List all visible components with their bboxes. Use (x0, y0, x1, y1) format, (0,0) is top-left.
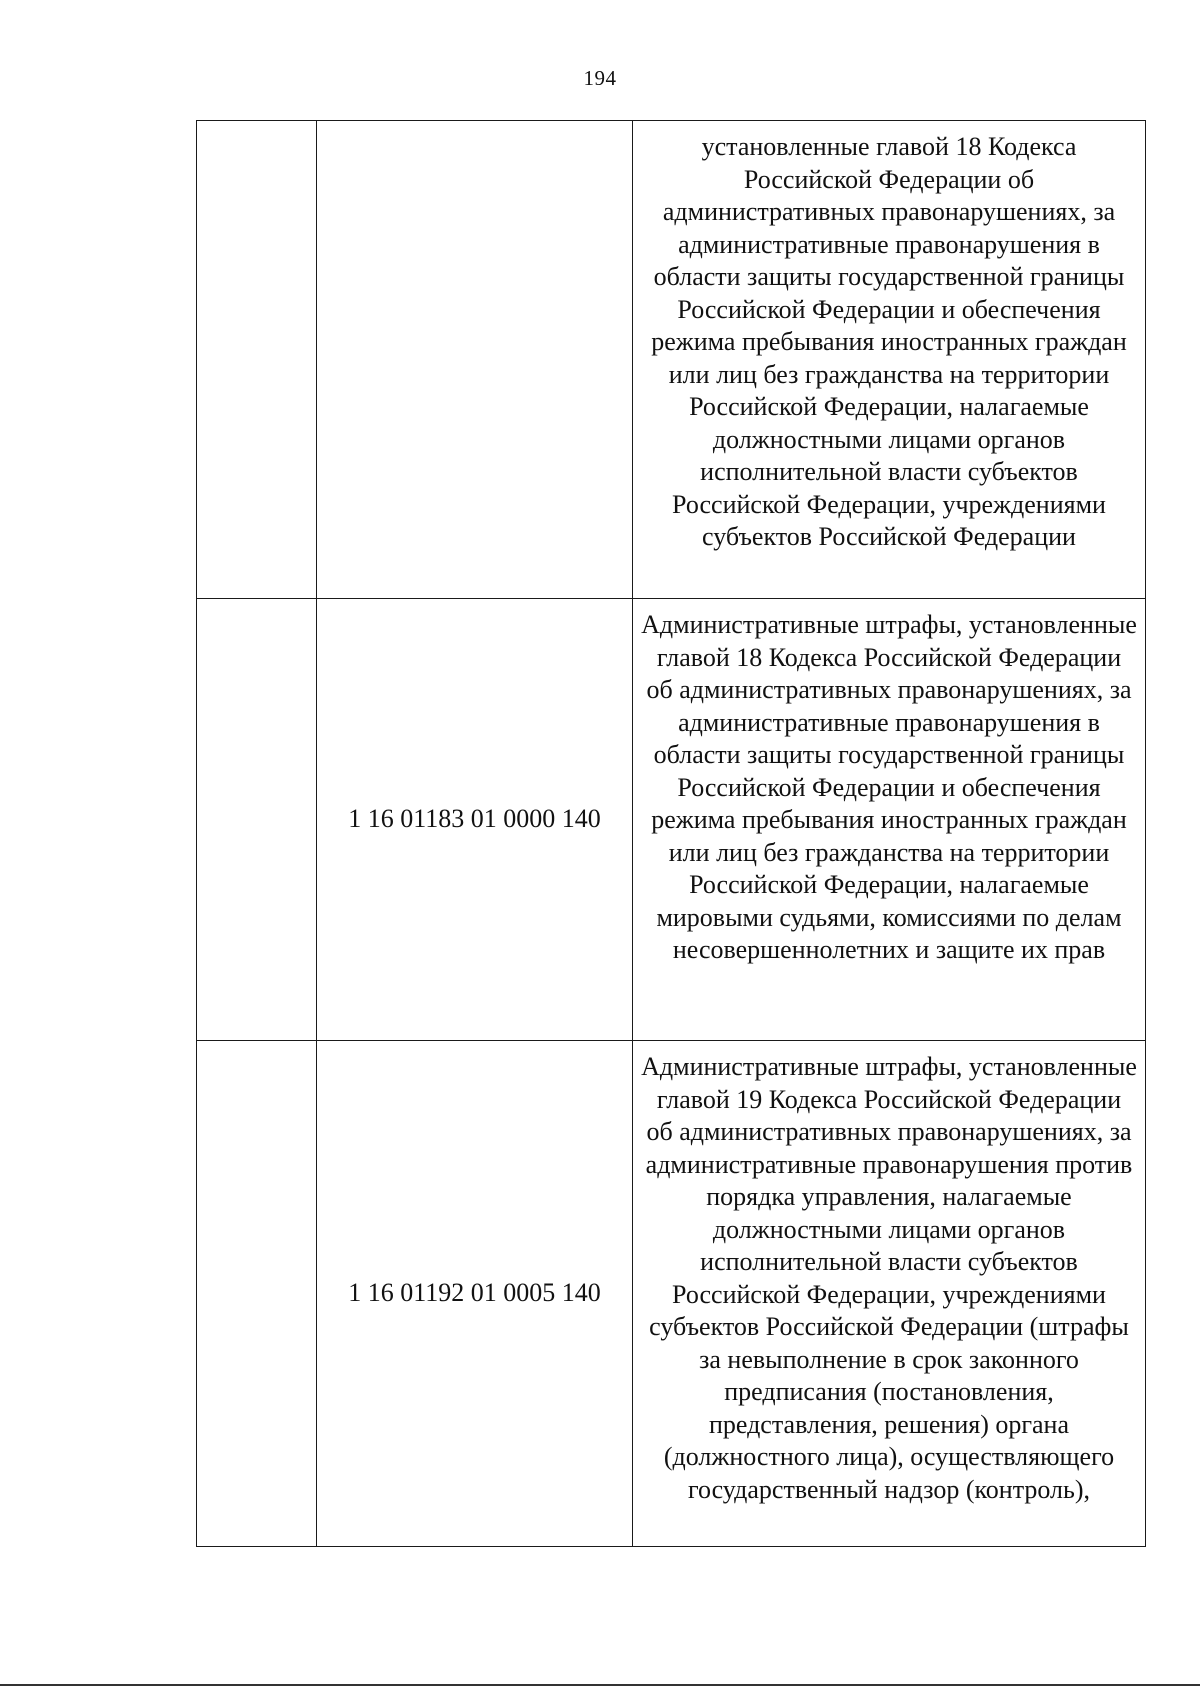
description-cell: установленные главой 18 Кодекса Российской Федерации об административных правонарушениях, за административные правонарушения в области защиты государственной границы Российской Федерации и обеспечения режима пребывания иностранных граждан или лиц без гражданства на территории Российской Федерации, налагаемые должностными лицами органов исполнительной власти субъектов Российской Федерации, учреждениями субъектов Российской Федерации (633, 121, 1146, 599)
page-bottom-rule (0, 1684, 1200, 1686)
description-cell: Административные штрафы, установленные главой 18 Кодекса Российской Федерации об административных правонарушениях, за административные правонарушения в области защиты государственной границы Российской Федерации и обеспечения режима пребывания иностранных граждан или лиц без гражданства на территории Российской Федерации, налагаемые мировыми судьями, комиссиями по делам несовершеннолетних и защите их прав (633, 599, 1146, 1041)
page-number: 194 (583, 66, 617, 90)
admin-code-cell (197, 121, 317, 599)
budget-code-cell: 1 16 01183 01 0000 140 (317, 599, 633, 1041)
budget-code-cell: 1 16 01192 01 0005 140 (317, 1041, 633, 1547)
budget-code-cell (317, 121, 633, 599)
table-row (197, 1041, 1146, 1547)
admin-code-cell (197, 1041, 317, 1547)
table-row (197, 599, 1146, 1041)
admin-code-cell (197, 599, 317, 1041)
description-cell: Административные штрафы, установленные главой 19 Кодекса Российской Федерации об административных правонарушениях, за административные правонарушения против порядка управления, налагаемые должностными лицами органов исполнительной власти субъектов Российской Федерации, учреждениями субъектов Российской Федерации (штрафы за невыполнение в срок законного предписания (постановления, представления, решения) органа (должностного лица), осуществляющего государственный надзор (контроль), (633, 1041, 1146, 1547)
table-row (197, 121, 1146, 599)
budget-code-table (196, 120, 1146, 1547)
